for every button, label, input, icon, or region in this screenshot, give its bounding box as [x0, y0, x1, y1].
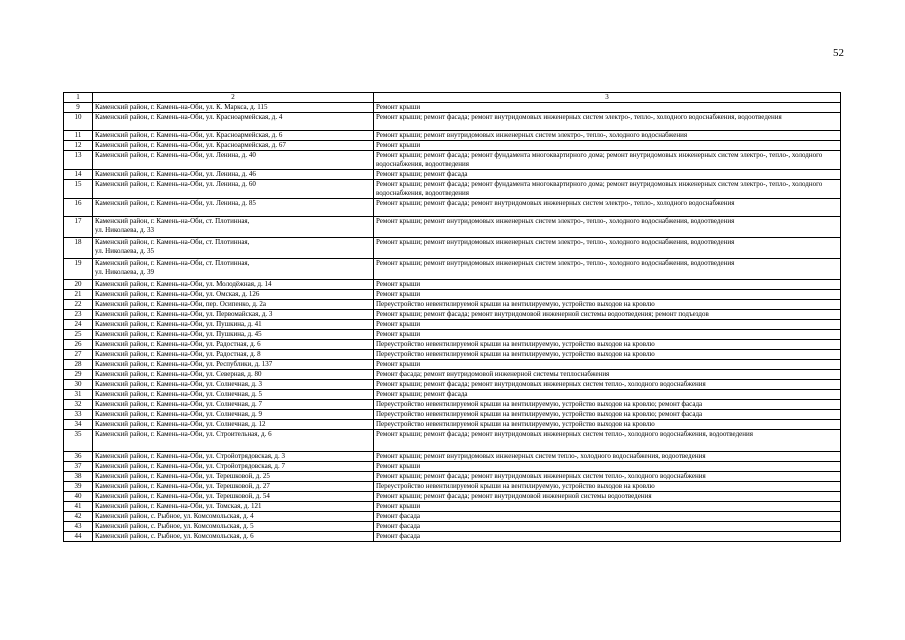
row-number: 12 [64, 141, 93, 151]
table-row [64, 370, 841, 380]
row-address: Каменский район, г. Камень-на-Оби, ул. Пушкина, д. 41 [93, 320, 374, 330]
row-works: Ремонт крыши; ремонт фасада; ремонт фундамента многоквартирного дома; ремонт внутридомовых инженерных систем электро-, тепло-, холодного водоснабжения, водоотведения [374, 180, 841, 199]
row-address: Каменский район, г. Камень-на-Оби, ст. Плотинная, ул. Николаева, д. 35 [93, 238, 374, 259]
row-address: Каменский район, г. Камень-на-Оби, ул. Омская, д. 126 [93, 290, 374, 300]
row-works: Ремонт крыши; ремонт фасада; ремонт фундамента многоквартирного дома; ремонт внутридомовых инженерных систем электро-, тепло-, холодного водоснабжения, водоотведения [374, 151, 841, 170]
row-works: Переустройство невентилируемой крыши на вентилируемую, устройство выходов на кровлю; ремонт фасада [374, 410, 841, 420]
row-number: 29 [64, 370, 93, 380]
row-address: Каменский район, г. Камень-на-Оби, ул. Ленина, д. 46 [93, 170, 374, 180]
row-number: 41 [64, 502, 93, 512]
table-row [64, 290, 841, 300]
header-col-address: 2 [93, 93, 374, 103]
row-address: Каменский район, г. Камень-на-Оби, ул. Северная, д. 80 [93, 370, 374, 380]
row-number: 19 [64, 259, 93, 280]
row-number: 13 [64, 151, 93, 170]
row-works: Ремонт крыши [374, 462, 841, 472]
header-col-works: 3 [374, 93, 841, 103]
table-row [64, 113, 841, 131]
row-works: Ремонт крыши [374, 141, 841, 151]
row-works: Ремонт крыши; ремонт фасада; ремонт внутридомовых инженерных систем тепло-, холодного водоснабжения [374, 472, 841, 482]
table-row [64, 259, 841, 280]
row-address: Каменский район, г. Камень-на-Оби, ул. Терешковой, д. 54 [93, 492, 374, 502]
row-works: Ремонт крыши; ремонт фасада; ремонт внутридомовых инженерных систем тепло-, холодного водоснабжения [374, 380, 841, 390]
table-row [64, 472, 841, 482]
row-number: 15 [64, 180, 93, 199]
row-works: Ремонт крыши; ремонт фасада [374, 390, 841, 400]
row-works: Ремонт крыши; ремонт внутридомовых инженерных систем электро-, тепло-, холодного водоснабжения, водоотведения [374, 238, 841, 259]
table-row [64, 238, 841, 259]
row-number: 34 [64, 420, 93, 430]
table-row [64, 170, 841, 180]
row-number: 20 [64, 280, 93, 290]
row-address: Каменский район, г. Камень-на-Оби, ст. Плотинная, ул. Николаева, д. 33 [93, 217, 374, 238]
repair-register-table [63, 92, 841, 542]
row-works: Ремонт крыши; ремонт внутридомовых инженерных систем электро-, тепло-, холодного водоснабжения, водоотведения [374, 259, 841, 280]
row-address: Каменский район, г. Камень-на-Оби, ул. Томская, д. 121 [93, 502, 374, 512]
row-address: Каменский район, г. Камень-на-Оби, ул. Ленина, д. 60 [93, 180, 374, 199]
row-address: Каменский район, г. Камень-на-Оби, ул. Молодёжная, д. 14 [93, 280, 374, 290]
table-row [64, 390, 841, 400]
table-row [64, 430, 841, 452]
row-address: Каменский район, с. Рыбное, ул. Комсомольская, д. 6 [93, 532, 374, 542]
row-number: 38 [64, 472, 93, 482]
row-works: Переустройство невентилируемой крыши на вентилируемую, устройство выходов на кровлю [374, 340, 841, 350]
table-row [64, 522, 841, 532]
row-number: 40 [64, 492, 93, 502]
row-number: 10 [64, 113, 93, 131]
row-address: Каменский район, г. Камень-на-Оби, ул. Стройотрядовская, д. 7 [93, 462, 374, 472]
row-number: 23 [64, 310, 93, 320]
row-works: Ремонт крыши; ремонт внутридомовых инженерных систем тепло-, холодного водоснабжения, водоотведения [374, 452, 841, 462]
row-number: 18 [64, 238, 93, 259]
row-address: Каменский район, г. Камень-на-Оби, ул. Красноармейская, д. 6 [93, 131, 374, 141]
row-number: 31 [64, 390, 93, 400]
row-works: Ремонт крыши; ремонт фасада; ремонт внутридомовых инженерных систем электро-, тепло-, холодного водоснабжения, водоотведения [374, 113, 841, 131]
row-works: Ремонт крыши; ремонт внутридомовых инженерных систем электро-, тепло-, холодного водоснабжения, водоотведения [374, 217, 841, 238]
table-row [64, 502, 841, 512]
page-number: 52 [833, 47, 844, 59]
row-address: Каменский район, г. Камень-на-Оби, ул. Солнечная, д. 3 [93, 380, 374, 390]
row-number: 32 [64, 400, 93, 410]
row-works: Ремонт крыши; ремонт фасада [374, 170, 841, 180]
row-number: 17 [64, 217, 93, 238]
row-number: 43 [64, 522, 93, 532]
table-row [64, 330, 841, 340]
row-works: Переустройство невентилируемой крыши на вентилируемую, устройство выходов на кровлю [374, 482, 841, 492]
table-row [64, 280, 841, 290]
row-number: 35 [64, 430, 93, 452]
row-works: Ремонт крыши [374, 280, 841, 290]
row-number: 42 [64, 512, 93, 522]
row-number: 33 [64, 410, 93, 420]
header-col-number: 1 [64, 93, 93, 103]
row-number: 36 [64, 452, 93, 462]
row-address: Каменский район, г. Камень-на-Оби, ул. Строительная, д. 6 [93, 430, 374, 452]
row-address: Каменский район, г. Камень-на-Оби, ул. Красноармейская, д. 4 [93, 113, 374, 131]
table-row [64, 512, 841, 522]
table-row [64, 462, 841, 472]
row-address: Каменский район, г. Камень-на-Оби, ул. Республики, д. 137 [93, 360, 374, 370]
row-address: Каменский район, г. Камень-на-Оби, ул. Стройотрядовская, д. 3 [93, 452, 374, 462]
row-number: 21 [64, 290, 93, 300]
row-works: Ремонт крыши; ремонт фасада; ремонт внутридомовой инженерной системы водоотведения; ремонт подъездов [374, 310, 841, 320]
row-address: Каменский район, г. Камень-на-Оби, ул. Пушкина, д. 45 [93, 330, 374, 340]
row-number: 26 [64, 340, 93, 350]
table-row [64, 199, 841, 217]
table-row [64, 350, 841, 360]
table-row [64, 380, 841, 390]
table-row [64, 300, 841, 310]
table-row [64, 532, 841, 542]
table-row [64, 310, 841, 320]
table-row [64, 217, 841, 238]
row-address: Каменский район, г. Камень-на-Оби, ул. Ленина, д. 85 [93, 199, 374, 217]
row-number: 44 [64, 532, 93, 542]
row-works: Переустройство невентилируемой крыши на вентилируемую, устройство выходов на кровлю; ремонт фасада [374, 400, 841, 410]
row-number: 25 [64, 330, 93, 340]
row-works: Ремонт крыши; ремонт фасада; ремонт внутридомовых инженерных систем тепло-, холодного водоснабжения, водоотведения [374, 430, 841, 452]
table-row [64, 492, 841, 502]
row-works: Ремонт крыши [374, 290, 841, 300]
row-address: Каменский район, г. Камень-на-Оби, ул. Солнечная, д. 7 [93, 400, 374, 410]
row-address: Каменский район, г. Камень-на-Оби, ул. Терешковой, д. 27 [93, 482, 374, 492]
row-number: 28 [64, 360, 93, 370]
row-works: Ремонт крыши [374, 320, 841, 330]
table-row [64, 131, 841, 141]
row-number: 27 [64, 350, 93, 360]
row-works: Ремонт крыши [374, 502, 841, 512]
table-row [64, 482, 841, 492]
table-row [64, 103, 841, 113]
table-header-row [64, 93, 841, 103]
row-works: Ремонт крыши; ремонт фасада; ремонт внутридомовых инженерных систем электро-, тепло-, холодного водоснабжения [374, 199, 841, 217]
row-works: Переустройство невентилируемой крыши на вентилируемую, устройство выходов на кровлю [374, 300, 841, 310]
table-row [64, 141, 841, 151]
row-address: Каменский район, г. Камень-на-Оби, ул. Терешковой, д. 25 [93, 472, 374, 482]
table-row [64, 360, 841, 370]
row-number: 39 [64, 482, 93, 492]
table-row [64, 151, 841, 170]
row-address: Каменский район, г. Камень-на-Оби, пер. Осипенко, д. 2а [93, 300, 374, 310]
row-number: 16 [64, 199, 93, 217]
row-works: Ремонт крыши; ремонт внутридомовых инженерных систем электро-, тепло-, холодного водоснабжения [374, 131, 841, 141]
row-address: Каменский район, г. Камень-на-Оби, ул. Солнечная, д. 12 [93, 420, 374, 430]
row-number: 30 [64, 380, 93, 390]
row-works: Ремонт фасада [374, 532, 841, 542]
row-works: Переустройство невентилируемой крыши на вентилируемую, устройство выходов на кровлю [374, 350, 841, 360]
row-address: Каменский район, г. Камень-на-Оби, ул. Радостная, д. 6 [93, 340, 374, 350]
row-works: Переустройство невентилируемой крыши на вентилируемую, устройство выходов на кровлю [374, 420, 841, 430]
row-works: Ремонт крыши [374, 330, 841, 340]
table-row [64, 420, 841, 430]
row-number: 37 [64, 462, 93, 472]
row-works: Ремонт крыши [374, 103, 841, 113]
row-number: 11 [64, 131, 93, 141]
row-address: Каменский район, г. Камень-на-Оби, ул. Солнечная, д. 9 [93, 410, 374, 420]
row-address: Каменский район, г. Камень-на-Оби, ул. Солнечная, д. 5 [93, 390, 374, 400]
row-address: Каменский район, г. Камень-на-Оби, ст. Плотинная, ул. Николаева, д. 39 [93, 259, 374, 280]
row-address: Каменский район, с. Рыбное, ул. Комсомольская, д. 5 [93, 522, 374, 532]
row-address: Каменский район, г. Камень-на-Оби, ул. Ленина, д. 40 [93, 151, 374, 170]
row-works: Ремонт фасада [374, 522, 841, 532]
row-number: 24 [64, 320, 93, 330]
table-row [64, 452, 841, 462]
row-number: 22 [64, 300, 93, 310]
row-address: Каменский район, г. Камень-на-Оби, ул. Красноармейская, д. 67 [93, 141, 374, 151]
row-address: Каменский район, г. Камень-на-Оби, ул. Радостная, д. 8 [93, 350, 374, 360]
row-address: Каменский район, г. Камень-на-Оби, ул. К. Маркса, д. 115 [93, 103, 374, 113]
table-row [64, 400, 841, 410]
table-row [64, 180, 841, 199]
row-works: Ремонт крыши [374, 360, 841, 370]
row-address: Каменский район, с. Рыбное, ул. Комсомольская, д. 4 [93, 512, 374, 522]
table-row [64, 340, 841, 350]
row-address: Каменский район, г. Камень-на-Оби, ул. Первомайская, д. 3 [93, 310, 374, 320]
row-works: Ремонт фасада; ремонт внутридомовой инженерной системы теплоснабжения [374, 370, 841, 380]
row-works: Ремонт крыши; ремонт фасада; ремонт внутридомовой инженерной системы водоотведения [374, 492, 841, 502]
row-works: Ремонт фасада [374, 512, 841, 522]
row-number: 9 [64, 103, 93, 113]
table-row [64, 320, 841, 330]
table-row [64, 410, 841, 420]
row-number: 14 [64, 170, 93, 180]
